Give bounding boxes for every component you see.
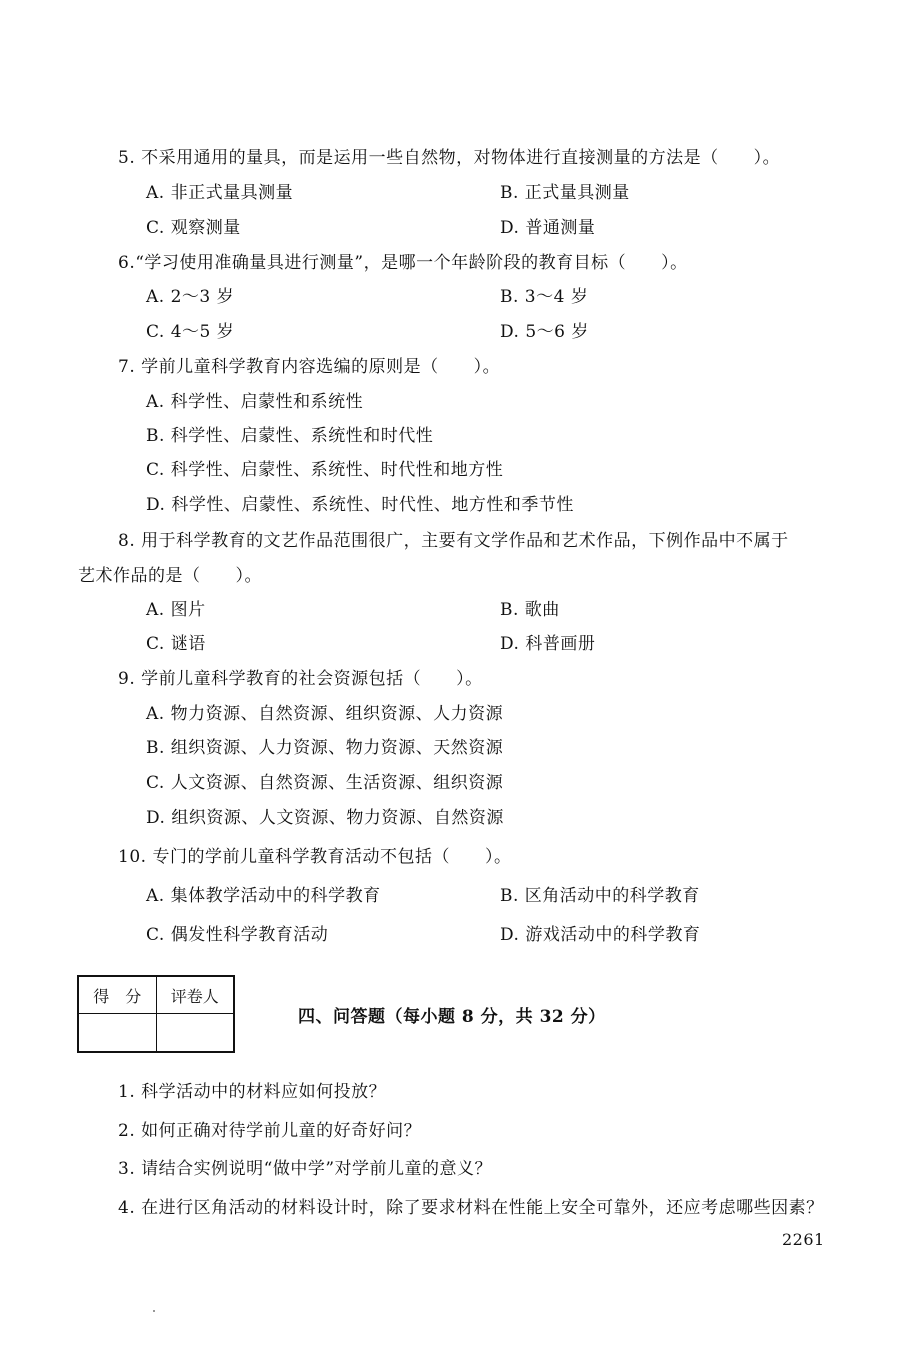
question-8-option-d: D. 科普画册 — [500, 634, 596, 654]
question-5-option-a: A. 非正式量具测量 — [146, 183, 294, 203]
question-6-option-d: D. 5～6 岁 — [500, 322, 589, 342]
score-cell — [78, 1014, 156, 1053]
essay-question-2: 2. 如何正确对待学前儿童的好奇好问？ — [118, 1121, 422, 1141]
score-box — [77, 975, 235, 1053]
question-9-option-a: A. 物力资源、自然资源、组织资源、人力资源 — [146, 704, 504, 724]
question-7-stem: 7. 学前儿童科学教育内容选编的原则是（ ）。 — [118, 357, 501, 377]
question-10-option-c: C. 偶发性科学教育活动 — [146, 925, 329, 945]
question-6-stem: 6.“学习使用准确量具进行测量”，是哪一个年龄阶段的教育目标（ ）。 — [118, 253, 688, 273]
question-8-option-b: B. 歌曲 — [500, 600, 560, 620]
question-10-option-a: A. 集体教学活动中的科学教育 — [146, 886, 381, 906]
question-10-option-b: B. 区角活动中的科学教育 — [500, 886, 700, 906]
scan-speck — [153, 1310, 155, 1312]
grader-label: 评卷人 — [156, 976, 234, 1014]
score-label: 得 分 — [78, 976, 156, 1014]
question-6-option-b: B. 3～4 岁 — [500, 287, 589, 307]
essay-question-1: 1. 科学活动中的材料应如何投放？ — [118, 1082, 387, 1102]
question-5-stem: 5. 不采用通用的量具，而是运用一些自然物，对物体进行直接测量的方法是（ ）。 — [118, 148, 781, 168]
question-10-option-d: D. 游戏活动中的科学教育 — [500, 925, 701, 945]
question-7-option-d: D. 科学性、启蒙性、系统性、时代性、地方性和季节性 — [146, 495, 574, 515]
question-9-stem: 9. 学前儿童科学教育的社会资源包括（ ）。 — [118, 669, 483, 689]
question-8-option-c: C. 谜语 — [146, 634, 206, 654]
question-9-option-b: B. 组织资源、人力资源、物力资源、天然资源 — [146, 738, 504, 758]
grader-cell — [156, 1014, 234, 1053]
essay-question-3: 3. 请结合实例说明“做中学”对学前儿童的意义？ — [118, 1159, 493, 1179]
question-5-option-c: C. 观察测量 — [146, 218, 241, 238]
page-number: 2261 — [782, 1230, 825, 1249]
question-8-stem-line2: 艺术作品的是（ ）。 — [78, 566, 262, 586]
question-5-option-d: D. 普通测量 — [500, 218, 596, 238]
question-6-option-a: A. 2～3 岁 — [146, 287, 235, 307]
question-8-stem-line1: 8. 用于科学教育的文艺作品范围很广，主要有文学作品和艺术作品，下例作品中不属于 — [118, 531, 789, 551]
question-9-option-c: C. 人文资源、自然资源、生活资源、组织资源 — [146, 773, 504, 793]
question-7-option-a: A. 科学性、启蒙性和系统性 — [146, 392, 364, 412]
question-7-option-c: C. 科学性、启蒙性、系统性、时代性和地方性 — [146, 460, 504, 480]
essay-question-4: 4. 在进行区角活动的材料设计时，除了要求材料在性能上安全可靠外，还应考虑哪些因素？ — [118, 1198, 824, 1218]
question-10-stem: 10. 专门的学前儿童科学教育活动不包括（ ）。 — [118, 847, 512, 867]
question-9-option-d: D. 组织资源、人文资源、物力资源、自然资源 — [146, 808, 504, 828]
question-8-option-a: A. 图片 — [146, 600, 206, 620]
section-4-title: 四、问答题（每小题 8 分，共 32 分） — [298, 1007, 606, 1027]
question-5-option-b: B. 正式量具测量 — [500, 183, 630, 203]
question-7-option-b: B. 科学性、启蒙性、系统性和时代性 — [146, 426, 434, 446]
question-6-option-c: C. 4～5 岁 — [146, 322, 235, 342]
